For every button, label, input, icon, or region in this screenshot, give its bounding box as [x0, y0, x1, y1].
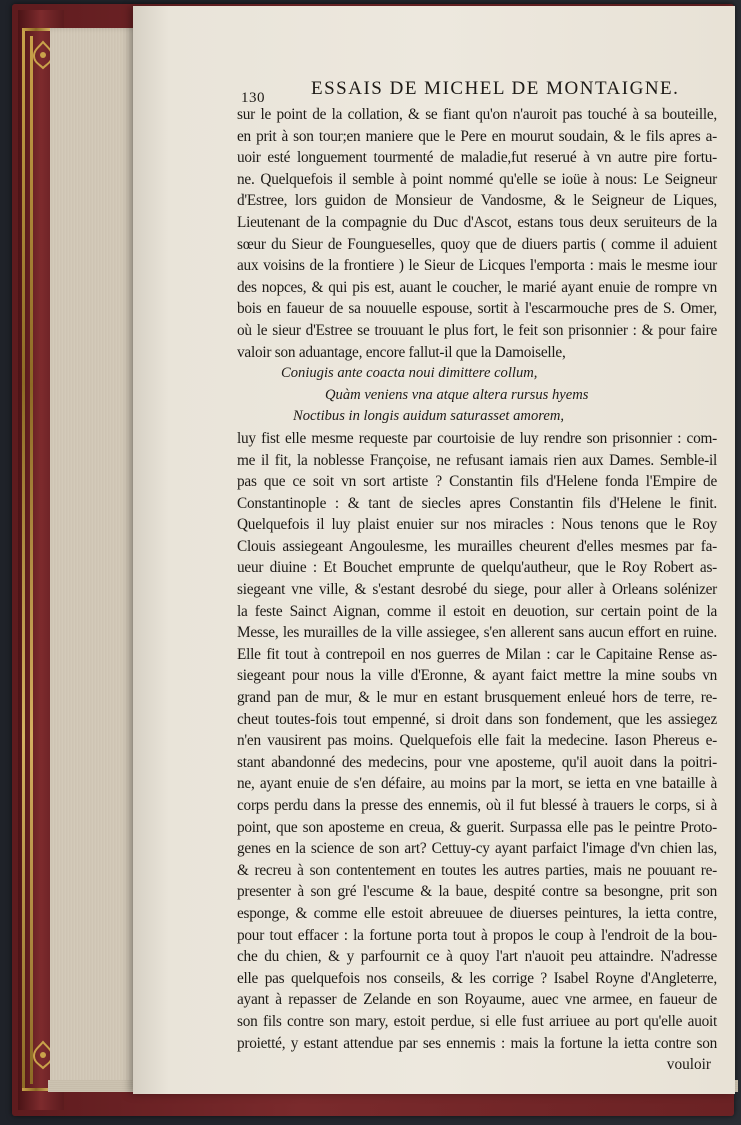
text-line: Clouis assiegeant Angoulesme, les murailles cheurent d'elles mesmes par fa- [237, 537, 717, 555]
gilt-border-left [22, 30, 25, 1090]
text-line: me il fit, la noblesse Françoise, ne refusant iamais rien aux Dames. Semble-il [237, 451, 717, 469]
text-line: siegeant vne ville, & s'estant desrobé du siege, pour aller à Orleans solénizer [237, 581, 717, 599]
page-text-block [237, 78, 717, 1076]
text-line: proietté, y estant attendue par ses ennemis : mais la fortune la ietta contre son [237, 1034, 717, 1052]
gilt-border-inner [30, 36, 33, 1084]
text-line: aux voisins de la frontiere ) le Sieur de Licques l'emporta : mais le mesme iour [237, 257, 717, 275]
text-line: pour tout effacer : la fortune porta tout à propos le coup à l'endroit de la bou- [237, 926, 717, 944]
text-line: grand pan de mur, & le mur en estant brusquement enleué hors de terre, re- [237, 689, 717, 707]
text-line: la feste Sainct Aignan, comme il estoit en deuotion, sur certain point de la [237, 602, 717, 620]
text-line: point, que son aposteme en creua, & guerit. Surpassa elle pas le peintre Proto- [237, 818, 717, 836]
text-line: siegeant pour nous la ville d'Eronne, & ayant faict mettre la mine soubs vn [237, 667, 717, 685]
text-line: Elle fit tout à contrepoil en nos guerres de Milan : car le Capitaine Rense as- [237, 645, 717, 663]
page-number: 130 [241, 90, 265, 106]
text-line: ueur diuine : Et Bouchet emprunte de quelqu'autheur, que le Roy Robert as- [237, 559, 717, 577]
text-line: esponge, & comme elle estoit abreuuee de diuerses peintures, la ietta contre, [237, 904, 717, 922]
text-line: stant abandonné des medecins, pour vne aposteme, qu'il auoit dans la poitri- [237, 753, 717, 771]
text-line: Lieutenant de la compagnie du Duc d'Ascot, estans tous deux seruiteurs de la [237, 213, 717, 231]
text-line: bois en faueur de sa nouuelle espouse, sortit à l'escarmouche pres de S. Omer, [237, 300, 717, 318]
text-line: Quelquefois il luy plaist enuier sur nos miracles : Nous tenons que le Roy [237, 516, 717, 534]
text-line: où le sieur d'Estree se trouuant le plus fort, le feit son prisonnier : & pour faire [237, 321, 717, 339]
book-page [133, 6, 735, 1094]
text-line: son fils contre son mary, estoit perdue, si elle fust arriuee au port qu'elle auoit [237, 1012, 717, 1030]
running-head-title: ESSAIS DE MICHEL DE MONTAIGNE. [311, 78, 680, 99]
page-edges [50, 28, 140, 1086]
text-line: n'en vausirent pas moins. Quelquefois elle fait la medecine. Iason Phereus e- [237, 732, 717, 750]
text-line: genes en la science de son art? Cettuy-cy ayant parfaict l'image d'vn chien las, [237, 840, 717, 858]
text-line: corps perdu dans la presse des ennemis, où il fut blessé à trauers le corps, si à [237, 797, 717, 814]
gilt-border-bottom [22, 1088, 50, 1091]
text-line: en prit à son tour;en maniere que le Pere en mourut soudain, & le fils apres a- [237, 127, 717, 145]
text-line: che du chien, & y parfournit ce à quoy l'art n'auoit peu attaindre. N'adresse [237, 948, 717, 966]
text-line: ne, ayant enuie de s'en défaire, au moins par la mort, se ietta en vne bataille à [237, 775, 717, 793]
text-line: valoir son aduantage, encore fallut-il que la Damoiselle, [237, 343, 566, 361]
text-line: elle pas quelquefois nos conseils, & les corrige ? Isabel Royne d'Angleterre, [237, 969, 717, 987]
verse-line: Quàm veniens vna atque altera rursus hyems [325, 386, 589, 403]
paragraph-after-verse [237, 428, 717, 1054]
gilt-border-top [22, 28, 50, 31]
text-line: sœur du Sieur de Foungueselles, quoy que de diuers partis ( comme il aduient [237, 235, 717, 253]
running-head [237, 78, 717, 106]
text-line: cheut toutes-fois tout empenné, si droit dans son fondement, que les assiegez [237, 710, 717, 728]
text-line: Messe, les murailles de la ville assiegee, s'en allerent sans aucun effort en ruine. [237, 624, 717, 642]
text-line: & recreu à son contentement en toutes les autres parties, mais ne pouuant re- [237, 861, 717, 879]
text-line: luy fist elle mesme requeste par courtoisie de luy rendre son prisonnier : com- [237, 429, 717, 447]
catchword: vouloir [666, 1056, 711, 1074]
text-line: ne. Quelquefois il semble à point nommé qu'elle se ioüe à nous: Le Seigneur [237, 170, 717, 188]
text-line: ayant à repasser de Zelande en son Royaume, auec vne armee, en faueur de [237, 991, 717, 1009]
text-line: Constantinople : & tant de siecles apres Constantin fils d'Helene le finit. [237, 494, 717, 512]
text-line: des nopces, & qui pis est, auant le coucher, le marié ayant enuie de rompre vn [237, 278, 717, 296]
verse-line: Noctibus in longis auidum saturasset amorem, [293, 408, 565, 425]
text-line: pas que ce soit vn sort artiste ? Constantin fils d'Helene fonda l'Empire de [237, 473, 717, 491]
latin-verse [237, 363, 717, 428]
text-line: sur le point de la collation, & se fiant qu'on n'auroit pas touché à sa bouteille, [237, 106, 717, 123]
text-line: d'Estree, lors guidon de Monsieur de Vandosme, & le Seigneur de Liques, [237, 192, 717, 210]
text-line: uoir esté longuement tourmenté de maladie,fut reserué à vn autre pire fortu- [237, 149, 717, 167]
verse-line: Coniugis ante coacta noui dimittere collum, [281, 365, 538, 382]
paragraph-before-verse [237, 104, 717, 363]
text-line: presenter à son gré l'escume & la baue, despité contre sa besongne, prit son [237, 883, 717, 901]
